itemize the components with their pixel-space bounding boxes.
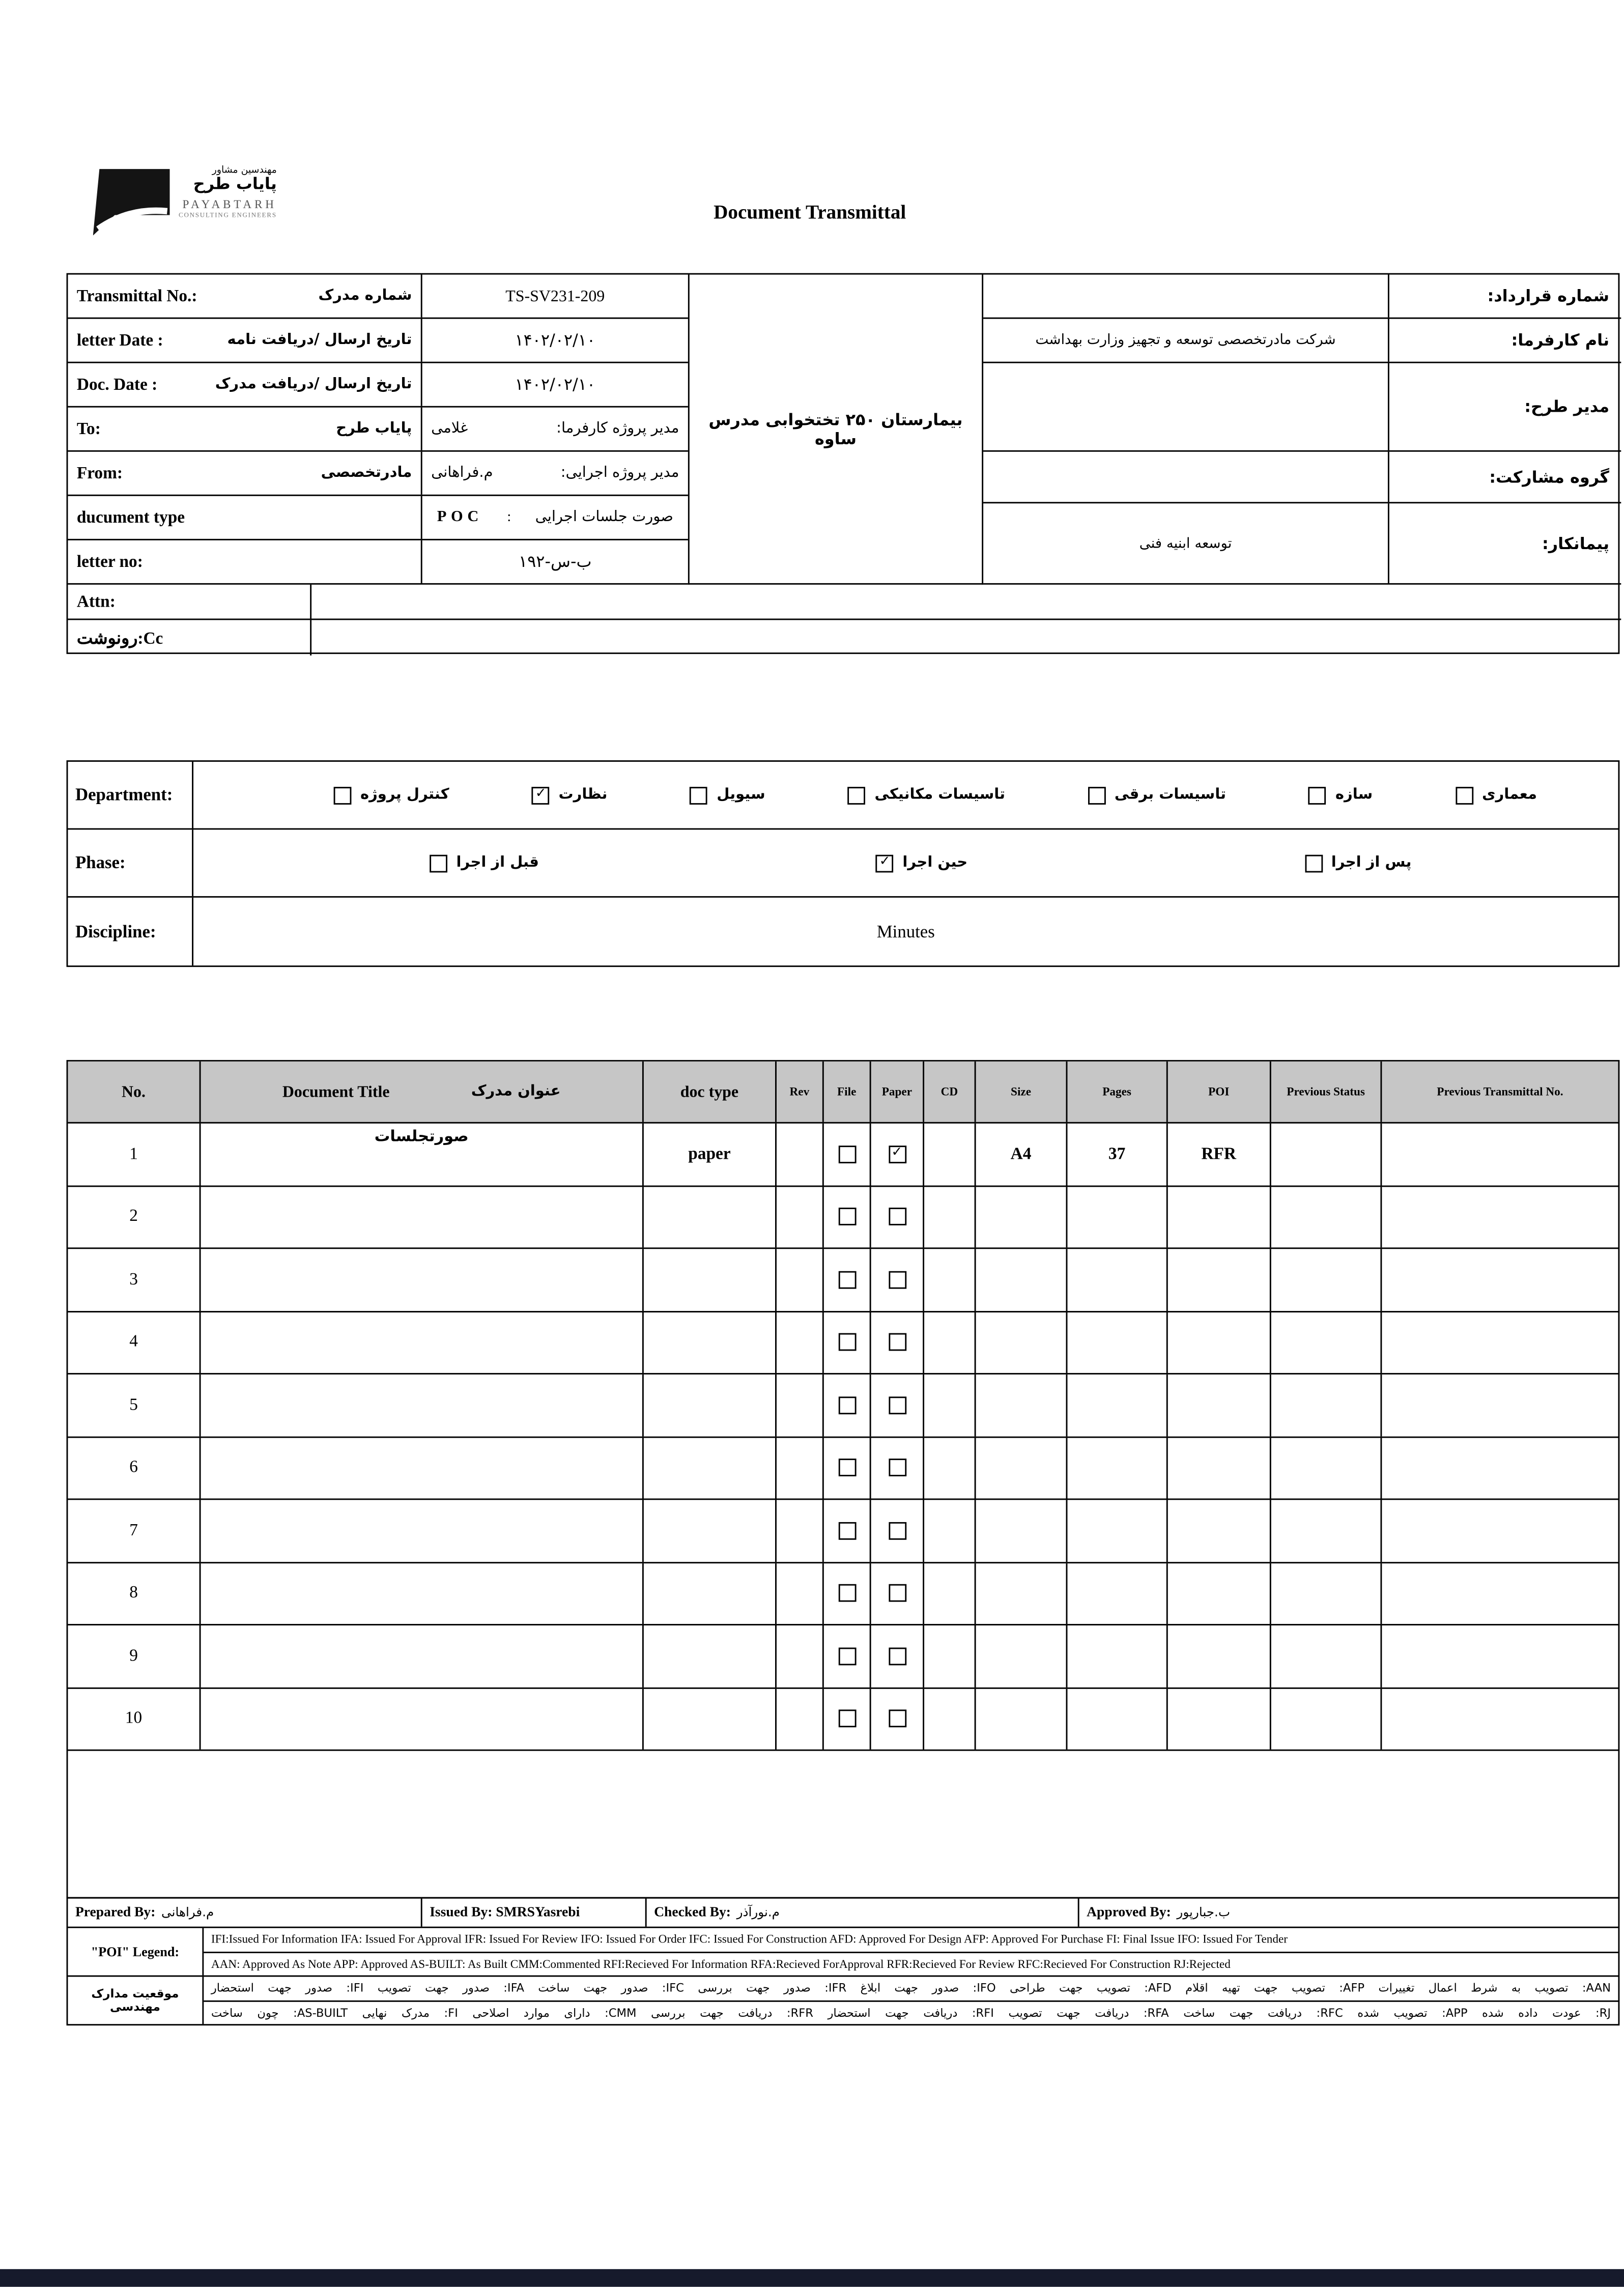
header-cd: CD [924,1062,976,1122]
employer-row [983,319,1621,363]
department-row [68,762,1618,830]
transmittal-no-value: TS-SV231-209 [505,287,605,305]
persian-legend-label: موقعیت مدارک مهندسی [68,1977,204,2024]
page-title: Document Transmittal [714,201,906,223]
document-table-header [68,1062,1618,1124]
department-option-electrical: تاسیسات برقی [1088,786,1226,804]
header-doc-type: doc type [644,1062,777,1122]
paper-checkbox[interactable] [888,1333,906,1351]
transmittal-info-table [67,273,1620,654]
header-size: Size [976,1062,1068,1122]
discipline-row [68,898,1618,965]
client-pm-label: مدیر پروژه کارفرما: [556,420,679,437]
letter-no-value: ب-س-۱۹۲ [519,552,592,571]
file-checkbox[interactable] [838,1208,856,1226]
transmittal-info-right [983,275,1621,585]
table-empty-space [68,1751,1618,1897]
attn-value [311,585,1621,619]
header-previous-status: Previous Status [1271,1062,1382,1122]
department-option-project-control: کنترل پروژه [334,786,449,804]
file-checkbox[interactable] [838,1271,856,1289]
checkbox[interactable] [334,786,352,804]
logo-fa-tagline: مهندسین مشاور [212,164,277,176]
to-value-fa: پایاب طرح [336,420,412,437]
contract-no-label: شماره قرارداد: [1487,286,1610,306]
employer-label: نام کارفرما: [1511,330,1610,350]
attn-label: Attn: [68,585,311,619]
legend-english-line-1: IFI:Issued For Information IFA: Issued For Approval IFR: Issued For Review IFO: Issued For Order IFC: Issued For Construction AFD: Approved For Design AFP: Approved For Purchase FI: Final Issue IFO: Issued For Tender [211,1932,1288,1946]
signature-row [68,1899,1618,1928]
phase-option-during: حین اجرا ✓ [876,854,967,872]
file-checkbox[interactable] [838,1710,856,1728]
paper-checkbox[interactable] [888,1396,906,1414]
table-row: 8 [68,1563,1618,1625]
issued-by-cell: Issued By: SMRSYasrebi [422,1899,647,1927]
employer-value: شرکت مادرتخصصی توسعه و تجهیز وزارت بهداشت [983,319,1389,362]
transmittal-no-row [68,275,688,319]
exec-pm-label: مدیر پروژه اجرایی: [560,465,679,481]
doc-date-label-en: Doc. Date : [76,376,158,394]
paper-checkbox[interactable] [888,1522,906,1539]
header-file: File [824,1062,871,1122]
phase-option-before: قبل از اجرا [430,854,539,872]
to-row [68,408,688,452]
contractor-value: توسعه ابنیه فنی [983,503,1389,583]
document-type-row [68,496,688,540]
header-previous-transmittal: Previous Transmittal No. [1437,1084,1563,1098]
letter-date-label-en: letter Date : [76,331,163,350]
client-pm-name: غلامی [431,420,468,437]
document-type-code: POC [437,509,483,526]
table-row: 2 [68,1186,1618,1249]
logo-en-subtitle: CONSULTING ENGINEERS [179,211,277,219]
checkbox[interactable] [690,786,708,804]
logo-en-name: PAYABTARH [182,198,277,212]
letter-no-label: letter no: [76,553,143,571]
file-checkbox[interactable] [838,1396,856,1414]
contract-no-row [983,275,1621,319]
approved-by-cell: Approved By: ب.جبارپور [1087,1905,1231,1920]
file-checkbox[interactable] [838,1333,856,1351]
cc-row [68,620,1621,655]
legend-persian-line-1: AAN: تصویب به شرط اعمال تغییرات AFP: تصویب جهت تهیه اقلام AFD: تصویب جهت طراحی IFO: صدور جهت ابلاغ IFR: صدور جهت بررسی IFC: صدور جهت ساخت IFA: صدور جهت تصویب IFI: صدور جهت استحضار [211,1981,1611,1995]
document-list-table [67,1060,1620,1899]
header-rev: Rev [777,1062,824,1122]
phase-label: Phase: [68,830,193,896]
exec-pm-name: م.فراهانی [431,465,493,481]
legend-english-line-2: AAN: Approved As Note APP: Approved AS-BUILT: As Built CMM:Commented RFI:Recieved For Information RFA:Recieved ForApproval RFR:Recieved For Review RFC:Recieved For Construction RJ:Rejected [204,1952,1618,1975]
contract-no-value [983,275,1389,318]
paper-checkbox[interactable] [888,1271,906,1289]
file-checkbox[interactable] [838,1647,856,1665]
project-manager-value [983,363,1389,450]
header-pages: Pages [1067,1062,1167,1122]
transmittal-no-label-fa: شماره مدرک [318,288,412,304]
attn-row [68,585,1621,620]
partnership-group-row [983,452,1621,504]
letter-date-label-fa: تاریخ ارسال /دریافت نامه [227,332,412,349]
checkbox[interactable] [430,854,447,872]
contractor-row [983,503,1621,585]
project-name: بیمارستان ۲۵۰ تختخوابی مدرس ساوه [688,275,983,585]
table-row: 7 [68,1500,1618,1562]
document-type-separator: : [507,509,511,526]
checkbox[interactable] [1088,786,1106,804]
checkbox[interactable] [848,786,866,804]
table-row: 3 [68,1249,1618,1311]
phase-row [68,830,1618,897]
table-row: 1 صورتجلسات paper ✓ A4 37 RFR [68,1124,1618,1186]
signature-legend-table [67,1897,1620,2025]
from-value-fa: مادرتخصصی [321,465,412,481]
file-checkbox[interactable] [838,1459,856,1477]
doc-date-value: ۱۴۰۲/۰۲/۱۰ [515,375,596,394]
table-row: 9 [68,1625,1618,1688]
department-option-mechanical: تاسیسات مکانیکی [848,786,1005,804]
department-option-civil: سیویل [690,786,765,804]
transmittal-info-left [68,275,688,585]
checkbox[interactable] [1305,854,1323,872]
poi-legend-label: "POI" Legend: [68,1928,204,1976]
department-option-saze: سازه [1309,786,1373,804]
cc-value [311,620,1621,655]
to-label: To: [76,420,101,438]
prepared-by-cell: Prepared By: م.فراهانی [68,1899,422,1927]
document-type-fa: صورت جلسات اجرایی [535,509,673,526]
table-row: 5 [68,1375,1618,1437]
table-row: 10 [68,1688,1618,1751]
header-paper: Paper [871,1062,924,1122]
form-header [67,162,1553,266]
phase-option-after: پس از اجرا [1305,854,1412,872]
header-title: Document Title عنوان مدرک [201,1062,644,1122]
from-row [68,452,688,496]
checkbox[interactable] [1456,786,1473,804]
checkbox-checked[interactable]: ✓ [876,854,894,872]
poi-legend-persian-block [68,1977,1618,2024]
letter-date-row [68,319,688,363]
header-poi: POI [1168,1062,1271,1122]
letter-date-value: ۱۴۰۲/۰۲/۱۰ [515,330,596,350]
paper-checkbox[interactable]: ✓ [888,1145,906,1163]
header-no: No. [68,1062,201,1122]
paper-checkbox[interactable] [888,1459,906,1477]
bottom-bar [0,2269,1624,2287]
department-label: Department: [68,762,193,828]
checked-by-cell: Checked By: م.نورآذر [647,1899,1079,1927]
paper-checkbox[interactable] [888,1584,906,1602]
partnership-group-value [983,452,1389,502]
letter-no-row [68,540,688,585]
paper-checkbox[interactable] [888,1647,906,1665]
logo-fa-name: پایاب طرح [193,175,277,194]
legend-persian-line-2: RJ: عودت داده شده APP: تصویب شده RFC: دریافت جهت ساخت RFA: دریافت جهت تصویب RFI: دریافت جهت استحضار RFR: دریافت جهت بررسی CMM: دارای موارد اصلاحی FI: مدرک نهایی AS-BUILT: چون ساخت [204,2000,1618,2024]
paper-checkbox[interactable] [888,1710,906,1728]
document-type-label: ducument type [76,508,185,527]
table-row: 4 [68,1312,1618,1375]
project-manager-row [983,363,1621,452]
file-checkbox[interactable] [838,1145,856,1163]
checkbox[interactable] [1309,786,1327,804]
discipline-value: Minutes [876,920,935,941]
transmittal-no-label-en: Transmittal No.: [76,287,197,305]
classification-table [67,760,1620,967]
discipline-label: Discipline: [68,898,193,965]
paper-checkbox[interactable] [888,1208,906,1226]
from-label: From: [76,464,123,482]
doc-date-row [68,363,688,408]
contractor-label: پیمانکار: [1542,533,1610,553]
department-option-memari: معماری [1456,786,1537,804]
table-row: 6 [68,1437,1618,1500]
file-checkbox[interactable] [838,1522,856,1539]
poi-legend-english-block [68,1928,1618,1977]
cc-label: رونوشت:Cc [68,620,311,655]
partnership-group-label: گروه مشارکت: [1489,467,1610,487]
project-manager-label: مدیر طرح: [1524,397,1610,417]
checkbox-checked[interactable]: ✓ [532,786,550,804]
department-option-supervision: نظارت ✓ [532,786,607,804]
doc-date-label-fa: تاریخ ارسال /دریافت مدرک [215,376,412,393]
file-checkbox[interactable] [838,1584,856,1602]
